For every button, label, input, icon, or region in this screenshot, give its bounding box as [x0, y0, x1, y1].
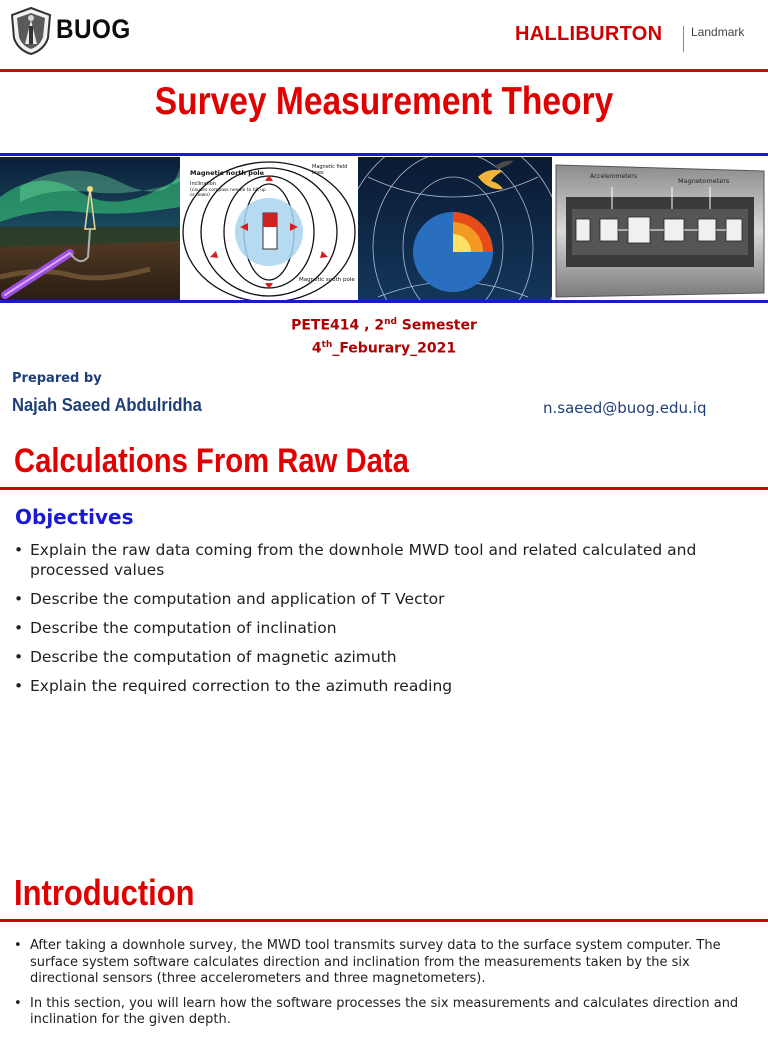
course-line: [0, 317, 768, 334]
accelerometers-label: Accelerometers: [590, 173, 637, 180]
page-title: Survey Measurement Theory: [154, 80, 614, 123]
semester-text: Semester: [396, 317, 477, 334]
date-rest: _Feburary_2021: [332, 340, 457, 357]
header-rule: [0, 69, 768, 72]
list-item: • Describe the computation and application of T Vector: [14, 589, 754, 609]
list-item: • Describe the computation of magnetic azimuth: [14, 647, 754, 667]
sponsor-logo-text: HALLIBURTON: [515, 23, 663, 45]
section2-rule: [0, 919, 768, 922]
field-lines-label: Magnetic field lines: [312, 164, 348, 176]
magnetic-field-diagram: [180, 157, 358, 300]
band-rule: [0, 300, 768, 303]
buog-logo-emblem: [8, 6, 54, 56]
magnetometers-label: Magnetometers: [678, 177, 730, 185]
date-day: 4: [311, 340, 322, 357]
introduction-list: [14, 938, 760, 1037]
prepared-by-label: Prepared by: [12, 371, 102, 386]
objectives-title: Objectives: [15, 505, 134, 529]
compass-note: (causes compass needle to tilt up or down): [190, 188, 266, 198]
title-rule: [0, 153, 768, 156]
magnetic-north-label: Magnetic north pole: [190, 169, 265, 177]
sponsor-divider: [683, 26, 684, 52]
list-item: • Describe the computation of inclination: [14, 618, 754, 638]
course-code: PETE414 , 2: [291, 317, 385, 334]
list-item: • In this section, you will learn how the software processes the six measurements and calculates direction and inclination for the given depth.: [14, 996, 760, 1029]
illustration-band: [0, 157, 768, 300]
list-item: • After taking a downhole survey, the MWD tool transmits survey data to the surface system computer. The surface system software calculates direction and inclination from the measurements taken by the six directional sensors (three accelerometers and three magnetometers).: [14, 938, 760, 988]
section-heading-introduction: Introduction: [14, 872, 195, 913]
logo-text: BUOG: [56, 14, 131, 44]
section1-rule: [0, 487, 768, 490]
objectives-list: [14, 540, 754, 705]
date-line: [0, 340, 768, 357]
list-item: • Explain the raw data coming from the downhole MWD tool and related calculated and processed values: [14, 540, 754, 580]
author-name: Najah Saeed Abdulridha: [12, 395, 202, 415]
author-email[interactable]: n.saeed@buog.edu.iq: [543, 399, 707, 417]
inclination-label: Inclination: [190, 181, 216, 187]
list-item: • Explain the required correction to the azimuth reading: [14, 676, 754, 696]
sponsor-subtext: Landmark: [691, 25, 745, 39]
mwd-sensor-module-image: [552, 157, 768, 300]
date-suffix: th: [321, 340, 333, 350]
semester-suffix: nd: [384, 317, 397, 327]
earth-magnetosphere-image: [358, 157, 552, 300]
magnetic-south-label: Magnetic south pole: [299, 277, 355, 283]
section-heading-calculations: Calculations From Raw Data: [14, 442, 409, 480]
drilling-aurora-image: [0, 157, 180, 300]
